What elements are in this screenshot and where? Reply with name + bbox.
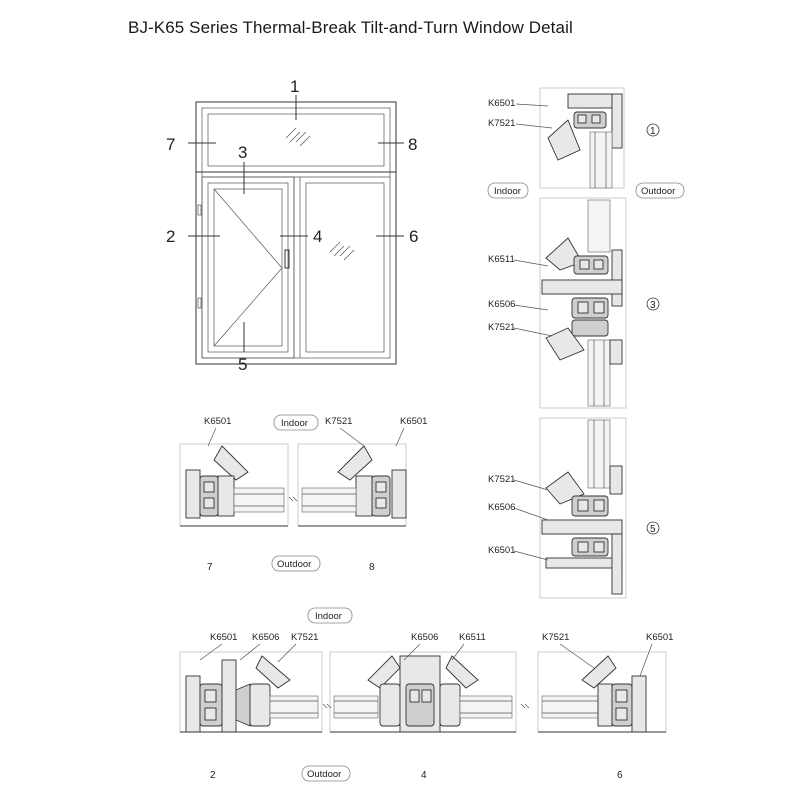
- svg-text:Indoor: Indoor: [494, 186, 521, 197]
- label-k7521: K7521: [291, 632, 319, 643]
- label-k6506: K6506: [488, 299, 516, 310]
- right-fixed-glass: [306, 183, 384, 352]
- label-k6501: K6501: [400, 416, 428, 427]
- section-8: [298, 416, 427, 573]
- svg-text:Outdoor: Outdoor: [307, 769, 342, 780]
- label-k6511: K6511: [459, 632, 486, 643]
- elevation-number-6: 6: [409, 227, 419, 246]
- section-number-8: 8: [369, 562, 375, 573]
- svg-text:Outdoor: Outdoor: [277, 559, 312, 570]
- label-k6506: K6506: [252, 632, 280, 643]
- label-k6506: K6506: [488, 502, 516, 513]
- label-k6501: K6501: [488, 98, 516, 109]
- elevation-number-5: 5: [238, 355, 248, 374]
- indoor-tag: [488, 183, 528, 198]
- section-number-7: 7: [207, 562, 213, 573]
- outdoor-tag: [302, 766, 350, 781]
- section-number-4: 4: [421, 770, 427, 781]
- label-k6501: K6501: [488, 545, 516, 556]
- label-k7521: K7521: [488, 474, 516, 485]
- elevation-number-3: 3: [238, 143, 248, 162]
- svg-text:Indoor: Indoor: [281, 418, 308, 429]
- left-sash: [202, 177, 294, 358]
- label-k7521: K7521: [488, 118, 516, 129]
- label-k6506: K6506: [411, 632, 439, 643]
- svg-text:Outdoor: Outdoor: [641, 186, 676, 197]
- label-k7521: K7521: [488, 322, 516, 333]
- section-number-2: 2: [210, 770, 216, 781]
- outer-frame: [196, 102, 396, 364]
- section-number-3: 3: [650, 300, 656, 311]
- page-title: BJ-K65 Series Thermal-Break Tilt-and-Turn Window Detail: [128, 18, 573, 37]
- section-4: [330, 632, 516, 781]
- section-3: [488, 198, 659, 408]
- top-light-glass: [208, 114, 384, 166]
- label-k6501: K6501: [210, 632, 238, 643]
- svg-text:Indoor: Indoor: [315, 611, 342, 622]
- section-1: [488, 88, 684, 198]
- section-number-1: 1: [650, 126, 656, 137]
- label-k7521: K7521: [325, 416, 353, 427]
- section-6: [538, 632, 673, 781]
- section-2: [180, 632, 322, 781]
- tilt-turn-indicator: [214, 189, 282, 346]
- section-number-5: 5: [650, 524, 656, 535]
- indoor-tag: [308, 608, 352, 623]
- handle: [285, 250, 289, 268]
- section-7: [180, 416, 288, 573]
- elevation-number-2: 2: [166, 227, 176, 246]
- indoor-tag: [274, 415, 318, 430]
- label-k6501: K6501: [204, 416, 232, 427]
- label-k6501: K6501: [646, 632, 674, 643]
- elevation-number-4: 4: [313, 227, 323, 246]
- outdoor-tag: [272, 556, 320, 571]
- elevation-number-7: 7: [166, 135, 176, 154]
- label-k7521: K7521: [542, 632, 570, 643]
- section-5: [488, 418, 659, 598]
- elevation-number-1: 1: [290, 77, 300, 96]
- window-elevation: [166, 77, 418, 374]
- elevation-number-8: 8: [408, 135, 418, 154]
- outdoor-tag: [636, 183, 684, 198]
- label-k6511: K6511: [488, 254, 515, 265]
- section-number-6: 6: [617, 770, 623, 781]
